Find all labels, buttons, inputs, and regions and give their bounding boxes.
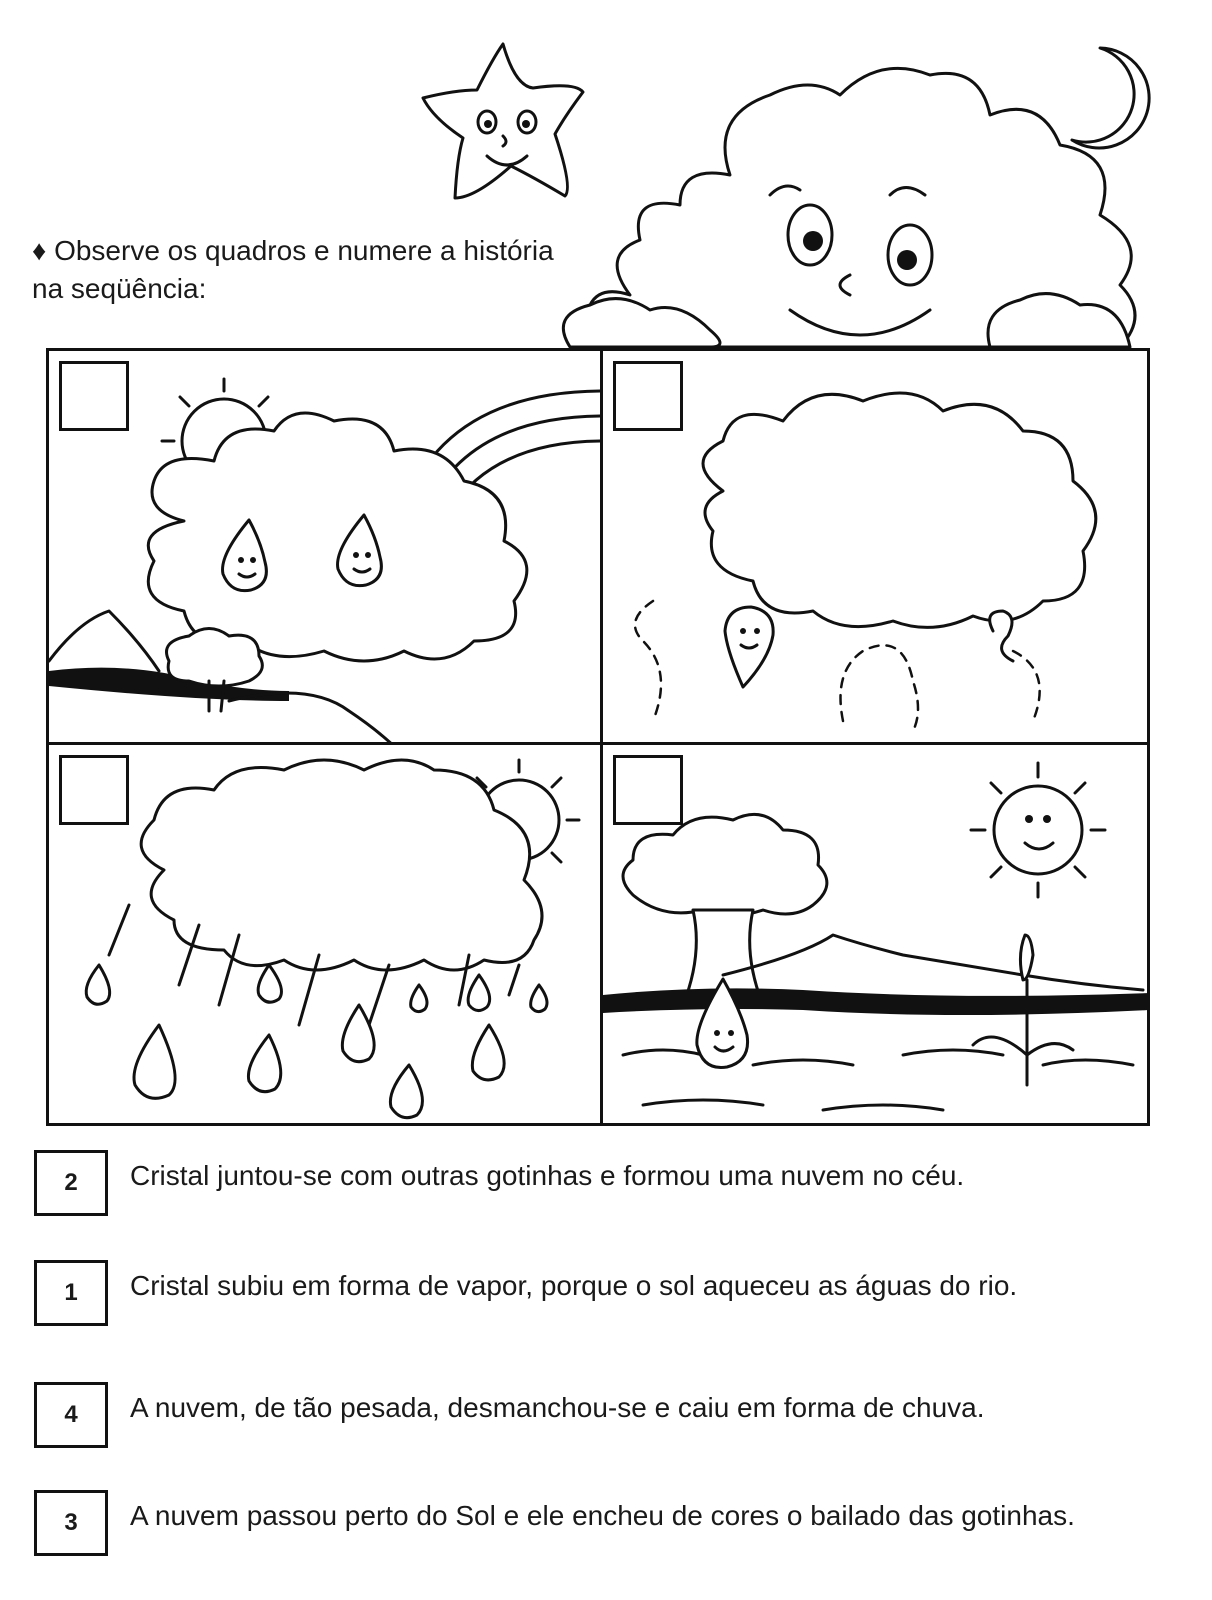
panel-rain [49,745,600,1123]
instruction-text: ♦ Observe os quadros e numere a história na seqüência: [32,235,554,304]
answer-number-box[interactable]: 3 [34,1490,108,1556]
answer-text: A nuvem, de tão pesada, desmanchou-se e caiu em forma de chuva. [130,1392,985,1423]
answer-text: Cristal juntou-se com outras gotinhas e formou uma nuvem no céu. [130,1160,965,1191]
tree-icon [49,601,409,742]
answer-number-box[interactable]: 4 [34,1382,108,1448]
panel-vapor [603,351,1150,742]
raindrop-icon [69,895,579,1123]
answer-number-box[interactable]: 1 [34,1260,108,1326]
answer-text: A nuvem passou perto do Sol e ele encheu de cores o bailado das gotinhas. [130,1500,1075,1531]
panel-river [603,745,1150,1123]
plant-icon [973,925,1083,1085]
story-panels-grid [46,348,1150,1126]
sun-icon [963,755,1113,905]
answer-text: Cristal subiu em forma de vapor, porque o sol aqueceu as águas do rio. [130,1270,1018,1301]
panel-number-box[interactable] [59,755,129,825]
droplet-character-icon [713,601,783,691]
droplet-character-icon [683,975,763,1075]
vapor-trail-icon [613,591,1143,741]
answer-number-box[interactable]: 2 [34,1150,108,1216]
panel-rainbow [49,351,600,742]
smiling-cloud-character-icon [560,55,1150,355]
panel-number-box[interactable] [59,361,129,431]
droplet-character-icon [324,511,394,591]
droplet-character-icon [209,516,279,596]
